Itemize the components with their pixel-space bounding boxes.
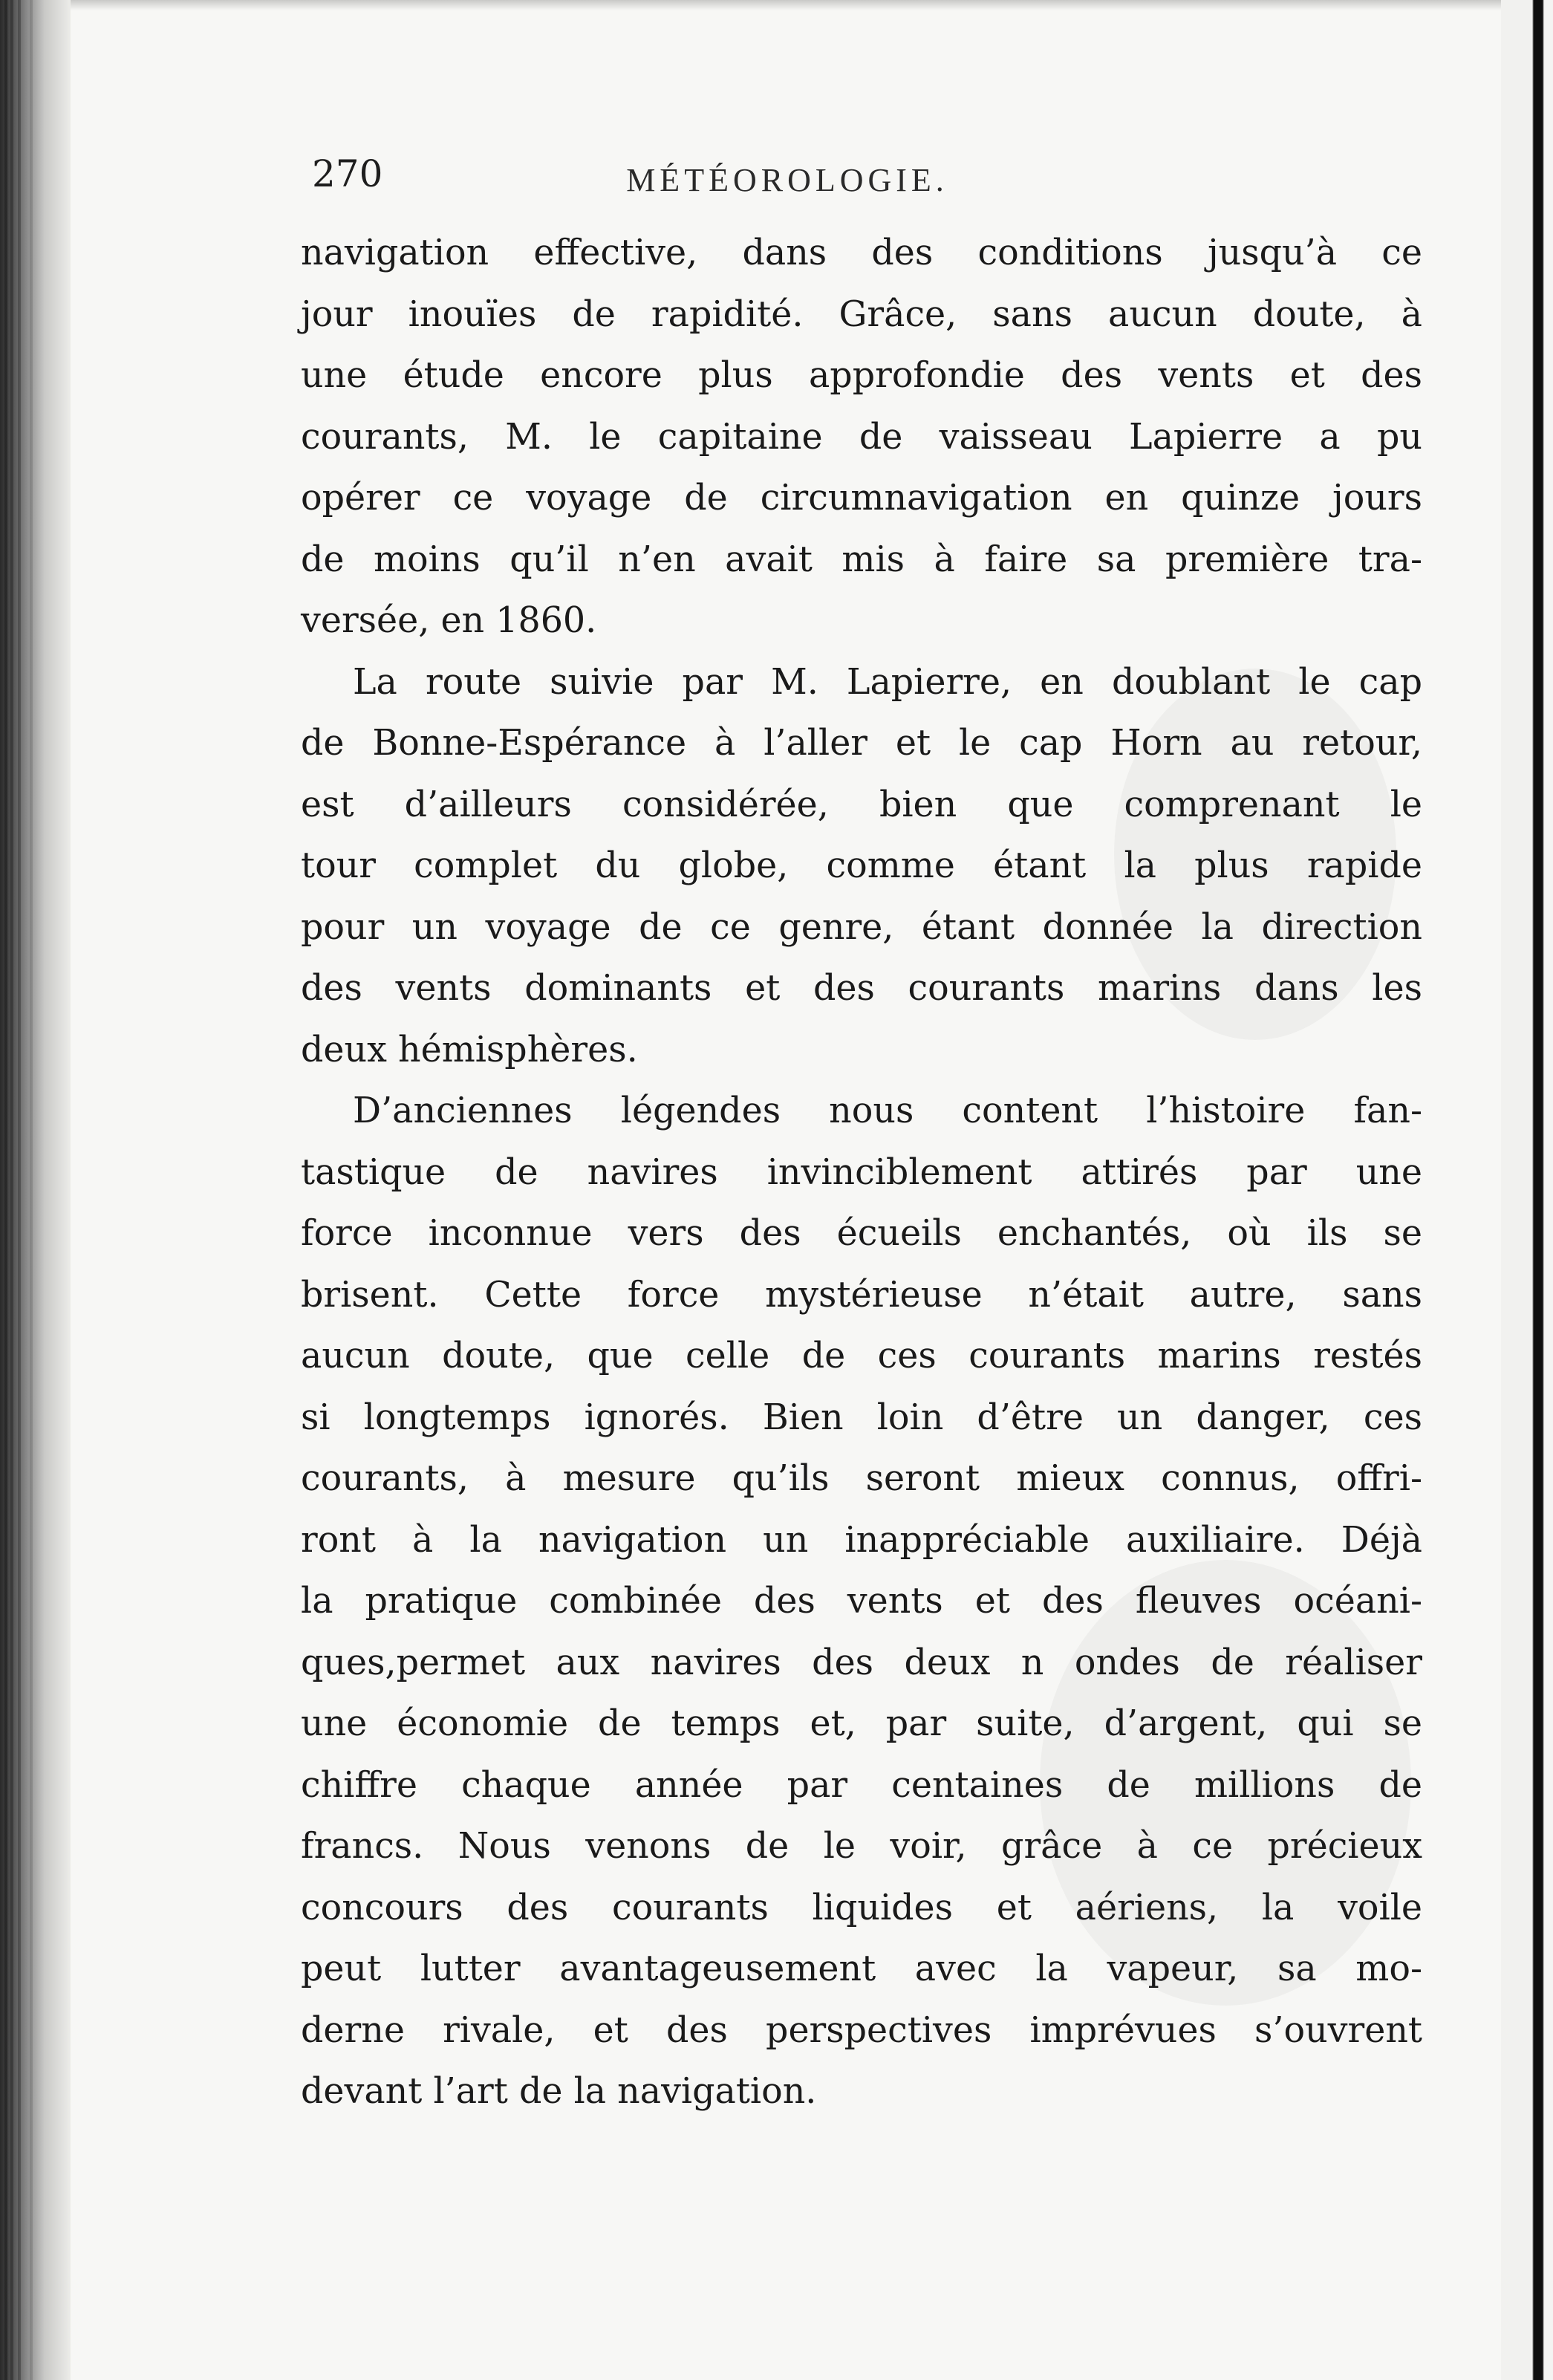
top-edge-shadow bbox=[71, 0, 1501, 10]
text-line: est d’ailleurs considérée, bien que comprenant le bbox=[301, 784, 1422, 825]
text-line: ques,permet aux navires des deux n ondes de réaliser bbox=[301, 1642, 1422, 1683]
text-line: opérer ce voyage de circumnavigation en quinze jours bbox=[301, 478, 1422, 518]
text-line: courants, à mesure qu’ils seront mieux connus, offri- bbox=[301, 1458, 1422, 1499]
body-text bbox=[301, 223, 1422, 2123]
text-line: tour complet du globe, comme étant la plus rapide bbox=[301, 845, 1422, 886]
text-line: force inconnue vers des écueils enchantés, où ils se bbox=[301, 1213, 1422, 1254]
text-line: peut lutter avantageusement avec la vapeur, sa mo- bbox=[301, 1948, 1422, 1989]
text-line: devant l’art de la navigation. bbox=[301, 2071, 817, 2112]
text-line: La route suivie par M. Lapierre, en doublant le cap bbox=[353, 661, 1422, 703]
text-line: brisent. Cette force mystérieuse n’était autre, sans bbox=[301, 1274, 1422, 1316]
text-line: jour inouïes de rapidité. Grâce, sans aucun doute, à bbox=[301, 293, 1422, 335]
text-line: derne rivale, et des perspectives imprévues s’ouvrent bbox=[301, 2009, 1422, 2051]
text-line: chiffre chaque année par centaines de millions de bbox=[301, 1764, 1422, 1806]
text-line: pour un voyage de ce genre, étant donnée la direction bbox=[301, 906, 1422, 948]
text-line: de Bonne-Espérance à l’aller et le cap Horn au retour, bbox=[301, 723, 1422, 764]
text-line: deux hémisphères. bbox=[301, 1029, 638, 1070]
text-line: si longtemps ignorés. Bien loin d’être un danger, ces bbox=[301, 1397, 1422, 1438]
text-line: ront à la navigation un inappréciable auxiliaire. Déjà bbox=[301, 1519, 1422, 1561]
text-line: navigation effective, dans des conditions jusqu’à ce bbox=[301, 233, 1422, 273]
running-title: MÉTÉOROLOGIE. bbox=[626, 162, 948, 198]
page-number: 270 bbox=[312, 152, 383, 195]
text-line: des vents dominants et des courants marins dans les bbox=[301, 968, 1422, 1009]
right-page-edge bbox=[1501, 0, 1553, 2380]
text-line: tastique de navires invinciblement attirés par une bbox=[301, 1151, 1422, 1193]
text-line: une économie de temps et, par suite, d’argent, qui se bbox=[301, 1703, 1422, 1744]
page-header bbox=[312, 152, 1426, 204]
text-line: une étude encore plus approfondie des vents et des bbox=[301, 355, 1422, 396]
text-line: concours des courants liquides et aériens, la voile bbox=[301, 1887, 1422, 1928]
text-line: de moins qu’il n’en avait mis à faire sa première tra- bbox=[301, 539, 1422, 580]
text-line: francs. Nous venons de le voir, grâce à ce précieux bbox=[301, 1826, 1422, 1867]
text-line: la pratique combinée des vents et des fleuves océani- bbox=[301, 1581, 1422, 1622]
text-line: aucun doute, que celle de ces courants marins restés bbox=[301, 1336, 1422, 1376]
left-binding-edge bbox=[0, 0, 71, 2380]
text-line: D’anciennes légendes nous content l’histoire fan- bbox=[353, 1090, 1422, 1131]
text-line: courants, M. le capitaine de vaisseau Lapierre a pu bbox=[301, 416, 1422, 458]
text-line: versée, en 1860. bbox=[301, 600, 597, 641]
